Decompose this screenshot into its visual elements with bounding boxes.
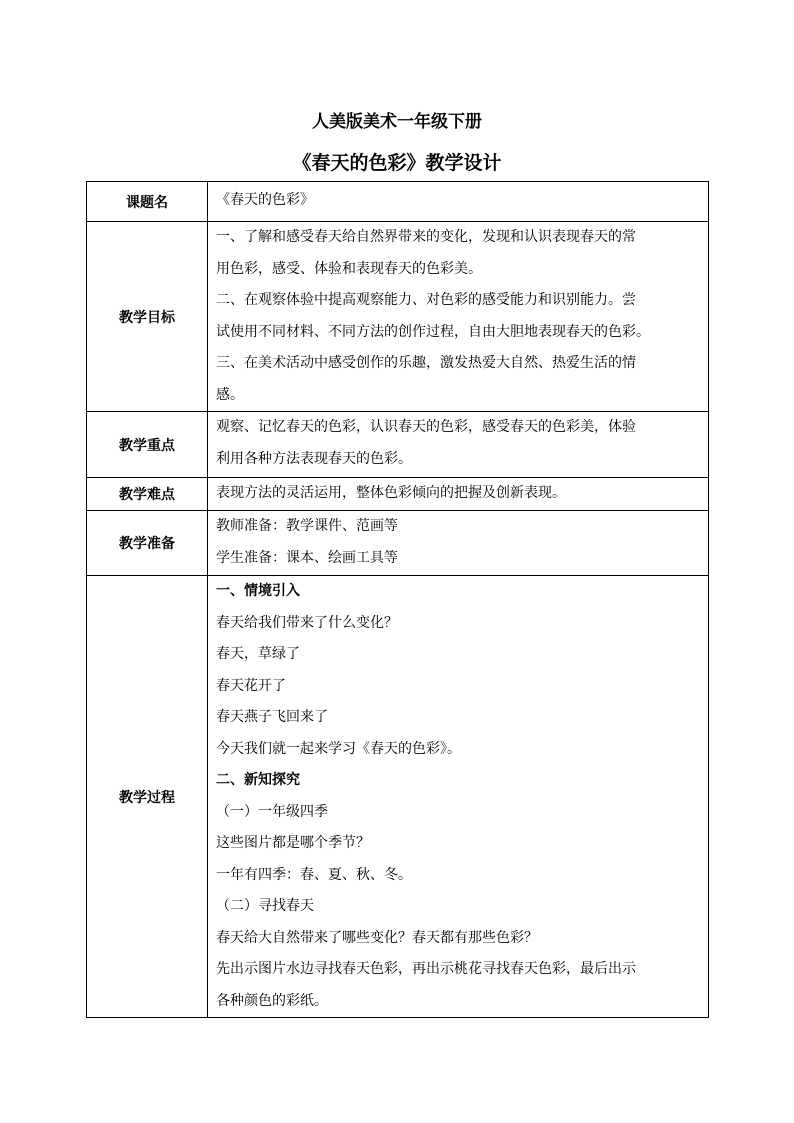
content-line: 利用各种方法表现春天的色彩。 bbox=[216, 450, 412, 467]
row-label-process: 教学过程 bbox=[87, 576, 208, 1018]
table-row-preparation bbox=[87, 511, 709, 576]
table-row-topic bbox=[87, 182, 709, 222]
content-line: 先出示图片水边寻找春天色彩，再出示桃花寻找春天色彩，最后出示 bbox=[216, 961, 636, 977]
row-content-goals bbox=[208, 222, 709, 412]
section-heading: 二、新知探究 bbox=[216, 772, 300, 788]
content-line: 用色彩，感受、体验和表现春天的色彩美。 bbox=[216, 260, 482, 277]
table-row-difficulties bbox=[87, 478, 709, 511]
row-content-key-points bbox=[208, 412, 709, 478]
table-row-goals bbox=[87, 222, 709, 412]
content-line: 各种颜色的彩纸。 bbox=[216, 992, 328, 1009]
row-label-key-points: 教学重点 bbox=[87, 412, 208, 478]
content-line: 今天我们就一起来学习《春天的色彩》。 bbox=[216, 740, 461, 757]
content-line: 这些图片都是哪个季节？ bbox=[216, 835, 370, 851]
content-line: 二、在观察体验中提高观察能力、对色彩的感受能力和识别能力。尝 bbox=[216, 292, 636, 308]
document-subtitle: 人美版美术一年级下册 bbox=[312, 112, 482, 132]
row-content-difficulties bbox=[208, 478, 709, 511]
content-line: 《春天的色彩》 bbox=[216, 192, 314, 208]
content-line: 学生准备：课本、绘画工具等 bbox=[216, 549, 398, 566]
content-line: 一、了解和感受春天给自然界带来的变化，发现和认识表现春天的常 bbox=[216, 229, 636, 245]
row-label-preparation: 教学准备 bbox=[87, 511, 208, 576]
content-line: 春天给大自然带来了哪些变化？春天都有那些色彩？ bbox=[216, 929, 538, 946]
table-row-key-points bbox=[87, 412, 709, 478]
row-content-process bbox=[208, 576, 709, 1018]
row-content-topic bbox=[208, 182, 709, 222]
row-content-preparation bbox=[208, 511, 709, 576]
content-line: 三、在美术活动中感受创作的乐趣，激发热爱大自然、热爱生活的情 bbox=[216, 355, 636, 371]
content-line: 春天花开了 bbox=[216, 677, 286, 694]
row-label-topic: 课题名 bbox=[87, 182, 208, 222]
content-line: 春天，草绿了 bbox=[216, 646, 300, 662]
row-label-goals: 教学目标 bbox=[87, 222, 208, 412]
content-line: 春天给我们带来了什么变化？ bbox=[216, 614, 398, 631]
content-line: 表现方法的灵活运用，整体色彩倾向的把握及创新表现。 bbox=[216, 485, 566, 501]
lesson-plan-table bbox=[86, 181, 709, 1018]
table-row-process bbox=[87, 576, 709, 1018]
content-line: 一年有四季：春、夏、秋、冬。 bbox=[216, 866, 412, 883]
content-line: 感。 bbox=[216, 386, 244, 403]
content-line: 试使用不同材料、不同方法的创作过程，自由大胆地表现春天的色彩。 bbox=[216, 323, 650, 340]
document-title: 《春天的色彩》教学设计 bbox=[292, 152, 502, 174]
content-line: （一）一年级四季 bbox=[216, 803, 328, 820]
section-heading: 一、情境引入 bbox=[216, 583, 300, 599]
content-line: 教师准备：教学课件、范画等 bbox=[216, 518, 398, 534]
content-line: 观察、记忆春天的色彩，认识春天的色彩，感受春天的色彩美，体验 bbox=[216, 419, 636, 435]
content-line: （二）寻找春天 bbox=[216, 898, 314, 914]
row-label-difficulties: 教学难点 bbox=[87, 478, 208, 511]
content-line: 春天燕子飞回来了 bbox=[216, 709, 328, 725]
